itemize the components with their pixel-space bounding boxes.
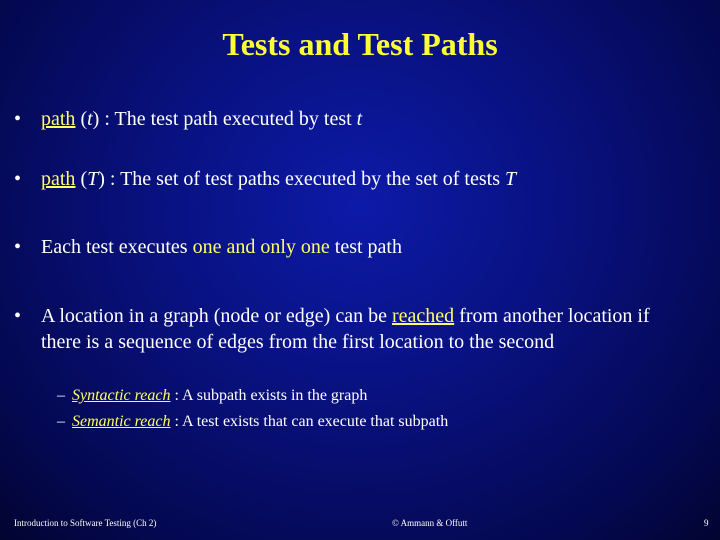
text-span: (	[75, 108, 88, 130]
page-number: 9	[704, 518, 709, 528]
bullet-marker: •	[14, 305, 22, 327]
bullet-item	[14, 303, 664, 355]
syntactic-reach-term: Syntactic reach	[72, 387, 171, 404]
footer-center: © Ammann & Offutt	[392, 518, 468, 528]
bullet-item	[14, 234, 704, 260]
dash-marker: –	[57, 387, 65, 404]
bullet-text	[41, 303, 664, 355]
text-span: (	[75, 168, 88, 190]
sub-bullet-item	[57, 385, 697, 407]
text-span: Each test executes	[41, 236, 193, 258]
slide-title: Tests and Test Paths	[222, 26, 498, 62]
footer-left: Introduction to Software Testing (Ch 2)	[14, 518, 157, 528]
path-term: path	[41, 108, 76, 130]
italic-var: t	[356, 108, 363, 130]
bullet-marker: •	[14, 168, 22, 190]
bullet-text	[41, 166, 704, 192]
dash-marker: –	[57, 413, 65, 430]
bullet-item	[14, 106, 704, 132]
reached-term: reached	[391, 305, 455, 327]
text-span: : A subpath exists in the graph	[170, 387, 368, 404]
bullet-text	[41, 234, 704, 260]
bullet-item	[14, 166, 704, 192]
italic-var: T	[87, 168, 99, 190]
bullet-marker: •	[14, 236, 22, 258]
text-span: ) : The set of test paths executed by the set of tests	[98, 168, 505, 190]
italic-var: T	[504, 168, 517, 190]
italic-var: t	[87, 108, 93, 130]
text-span: A location in a graph (node or edge) can be	[41, 305, 392, 327]
text-span: test path	[329, 236, 402, 258]
text-span: ) : The test path executed by test	[92, 108, 357, 130]
text-span: : A test exists that can execute that subpath	[170, 413, 449, 430]
sub-bullet-item	[57, 411, 697, 433]
bullet-marker: •	[14, 108, 22, 130]
text-span: from another location if there is a sequence of edges from the first location to the second	[41, 305, 650, 353]
semantic-reach-term: Semantic reach	[72, 413, 171, 430]
highlight-text: one and only one	[192, 236, 330, 258]
bullet-text	[41, 106, 704, 132]
path-term: path	[41, 168, 76, 190]
